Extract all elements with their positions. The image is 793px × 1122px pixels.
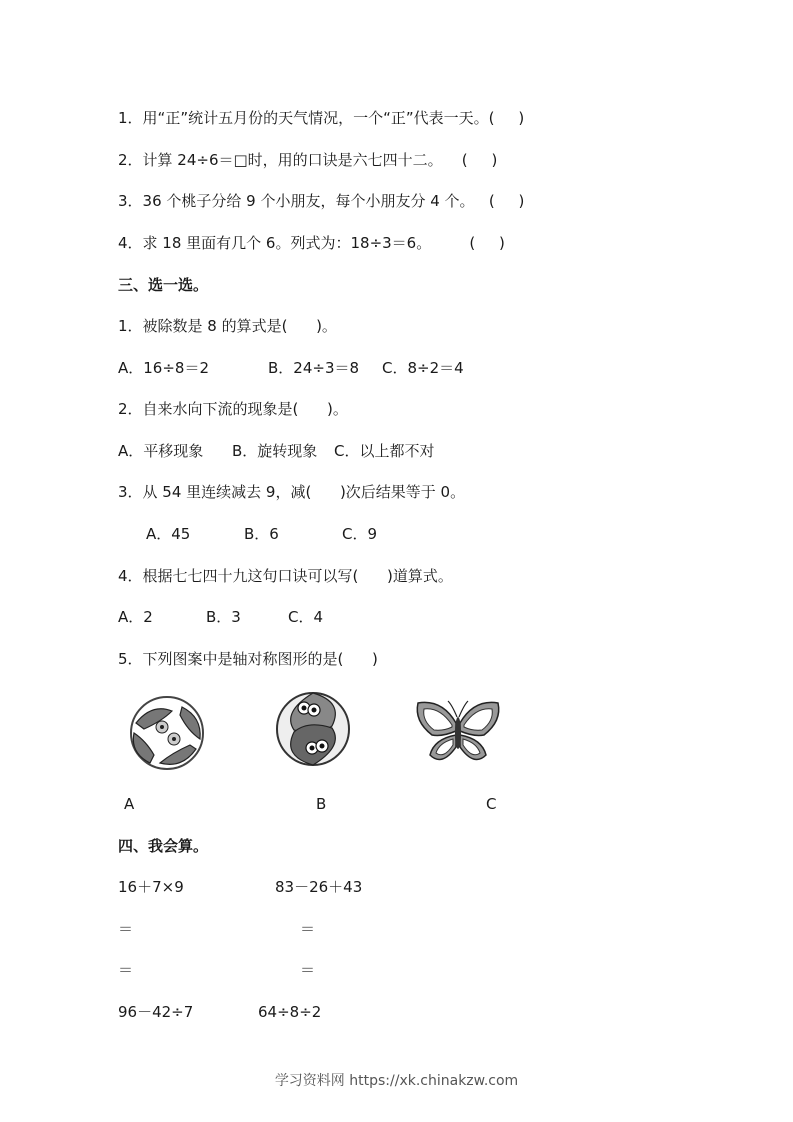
- butterfly-image-c: [412, 697, 504, 769]
- calc-expr-1-step-1: ＝: [118, 920, 134, 938]
- pic-label-a: A: [124, 795, 135, 813]
- fish-circle-image-a: [122, 693, 212, 773]
- judge-item-1: 1．用“正”统计五月份的天气情况，一个“正”代表一天。( ): [118, 109, 525, 127]
- choose-q4-opt-c: C．4: [288, 608, 324, 626]
- choose-q1-opt-a: A．16÷8＝2: [118, 359, 210, 377]
- calc-expr-1-step-2: ＝: [118, 961, 134, 979]
- choose-q4-opt-a: A．2: [118, 608, 153, 626]
- choose-q4-opt-b: B．3: [206, 608, 241, 626]
- choose-q1-opt-b: B．24÷3＝8: [268, 359, 360, 377]
- pic-label-c: C: [486, 795, 497, 813]
- choose-q2-opt-b: B．旋转现象: [232, 442, 318, 460]
- calc-expr-1: 16＋7×9: [118, 878, 184, 896]
- choose-q3-opt-a: A．45: [146, 525, 191, 543]
- pic-label-b: B: [316, 795, 327, 813]
- section-3-title: 三、选一选。: [118, 276, 209, 294]
- footer-watermark: 学习资料网 https://xk.chinakzw.com: [274, 1073, 519, 1089]
- choose-q1: 1．被除数是 8 的算式是( )。: [118, 317, 337, 335]
- choose-q2: 2．自来水向下流的现象是( )。: [118, 400, 348, 418]
- choose-q4: 4．根据七七四十九这句口诀可以写( )道算式。: [118, 567, 453, 585]
- judge-item-3: 3．36 个桃子分给 9 个小朋友，每个小朋友分 4 个。 ( ): [118, 192, 525, 210]
- calc-expr-2-step-2: ＝: [300, 961, 316, 979]
- choose-q3-opt-b: B．6: [244, 525, 279, 543]
- judge-item-4: 4．求 18 里面有几个 6。列式为：18÷3＝6。 ( ): [118, 234, 505, 252]
- calc-expr-3: 96－42÷7: [118, 1003, 194, 1021]
- choose-q2-opt-a: A．平移现象: [118, 442, 204, 460]
- twin-fish-image-b: [272, 688, 354, 770]
- choose-q1-opt-c: C．8÷2＝4: [382, 359, 464, 377]
- calc-expr-4: 64÷8÷2: [258, 1003, 322, 1021]
- judge-item-2: 2．计算 24÷6＝□时，用的口诀是六七四十二。 ( ): [118, 151, 498, 169]
- calc-expr-2-step-1: ＝: [300, 920, 316, 938]
- choose-q3-opt-c: C．9: [342, 525, 378, 543]
- choose-q3: 3．从 54 里连续减去 9，减( )次后结果等于 0。: [118, 483, 466, 501]
- choose-q2-opt-c: C．以上都不对: [334, 442, 435, 460]
- section-4-title: 四、我会算。: [118, 837, 209, 855]
- calc-expr-2: 83－26＋43: [275, 878, 363, 896]
- choose-q5: 5．下列图案中是轴对称图形的是( ): [118, 650, 378, 668]
